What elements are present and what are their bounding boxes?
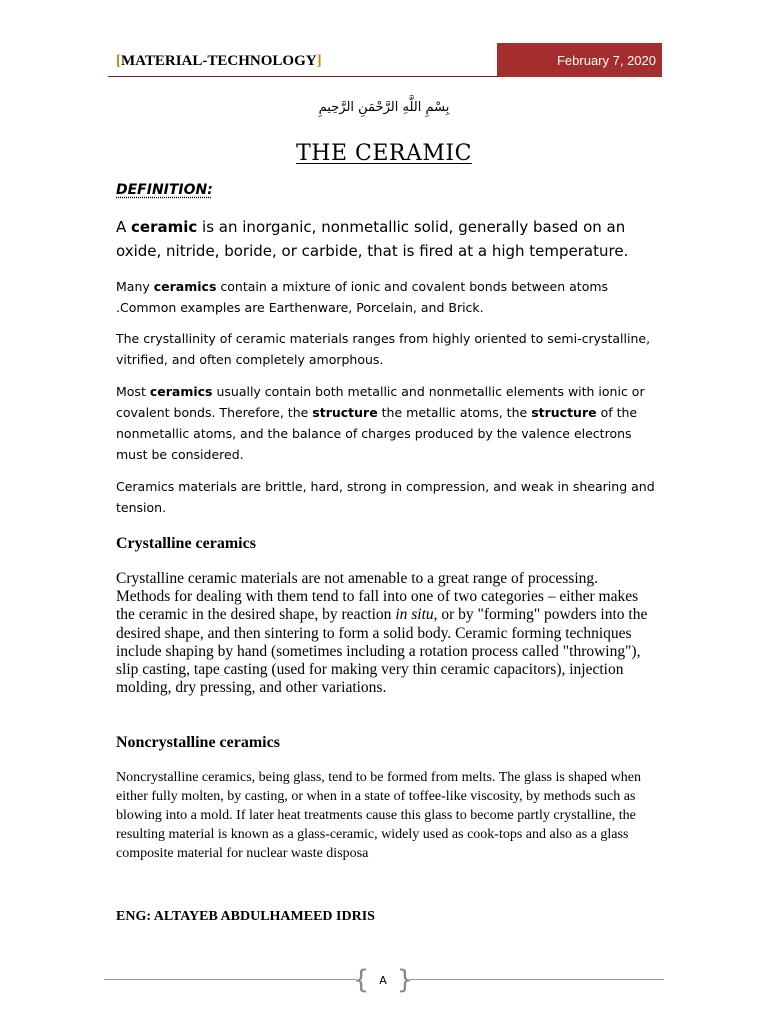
intro-a: A [116,218,132,236]
intro-bold: ceramic [131,218,198,236]
intro-rest: is an inorganic, nonmetallic solid, generally based on an oxide, nitride, boride, or carbide, that is fired at a high temperature. [116,218,629,260]
paragraph-properties: Ceramics materials are brittle, hard, strong in compression, and weak in shearing and tension. [116,479,655,515]
para3-b2: structure [312,405,378,420]
cry-italic: in situ [395,606,434,624]
footer-page-number [352,965,414,995]
page-number: A [379,973,387,987]
author-name: ENG: ALTAYEB ABDULHAMEED IDRIS [116,909,375,924]
para3-c: usually contain both metallic and nonmetallic elements with ionic or covalent bonds. Therefore, the [116,384,645,420]
cry-t2: , or by "forming" powders into the desired shape, and then sintering to form a solid body. Ceramic forming techniques include shaping by hand (sometimes including a rotation process called "throwing"), slip [116,606,648,679]
para3-b3: structure [531,405,597,420]
header-rule [108,76,497,77]
page-title [0,141,768,166]
paragraph-structure [116,381,661,465]
page-title-text: THE CERAMIC [296,141,472,166]
footer-bracket-left: { [352,965,370,995]
para1-a: Many [116,279,154,294]
cry-t5: molding, dry pressing, and other variations. [116,679,387,697]
cry-t1: Crystalline ceramic materials are not amenable to a great range of processing. Methods for dealing with them tend to fall into one of two categories – either makes the ceramic in the desired shape, by reaction [116,570,639,624]
para1-rest: contain a mixture of ionic and covalent bonds between atoms .Common examples are Earthenware, Porcelain, and Brick. [116,279,609,315]
para3-a: Most [116,384,150,399]
heading-crystalline: Crystalline ceramics [116,535,256,552]
para3-e: of the nonmetallic atoms, and the balance of charges produced by the valence electrons must be considered. [116,405,638,462]
bracket-close: ] [316,53,322,69]
heading-noncrystalline: Noncrystalline ceramics [116,734,280,751]
paragraph-noncrystalline: Noncrystalline ceramics, being glass, tend to be formed from melts. The glass is shaped when either fully molten, by casting, or when in a state of toffee-like viscosity, by methods such as blowing into a mold. If later heat treatments cause this glass to become partly crystalline, the resulting material is known as a glass-ceramic, widely used as cook-tops and also as a glass composite material for nuclear waste disposa [116,770,641,861]
para3-d: the metallic atoms, the [377,405,532,420]
para1-bold: ceramics [153,279,217,294]
paragraph-crystallinity: The crystallinity of ceramic materials ranges from highly oriented to semi-crystalline, vitrified, and often completely amorphous. [116,331,651,367]
footer-bracket-right: } [396,965,414,995]
header-date: February 7, 2020 [497,43,662,77]
cry-t4: casting (used for making very thin ceramic capacitors), injection [223,661,624,679]
intro-paragraph [116,215,661,263]
header-title [116,53,322,70]
para3-b1: ceramics [149,384,213,399]
paragraph-crystalline [116,570,656,697]
basmala-text: بِسْمِ اللَّهِ الرَّحْمَنِ الرَّحِيمِ [318,100,450,115]
bracket-open: [ [116,53,121,69]
cry-t3: casting, tape [142,661,220,679]
definition-label: DEFINITION: [116,182,213,198]
basmala-calligraphy [300,92,468,118]
paragraph-mixture [116,276,661,318]
header-title-text: MATERIAL-TECHNOLOGY [121,53,317,69]
